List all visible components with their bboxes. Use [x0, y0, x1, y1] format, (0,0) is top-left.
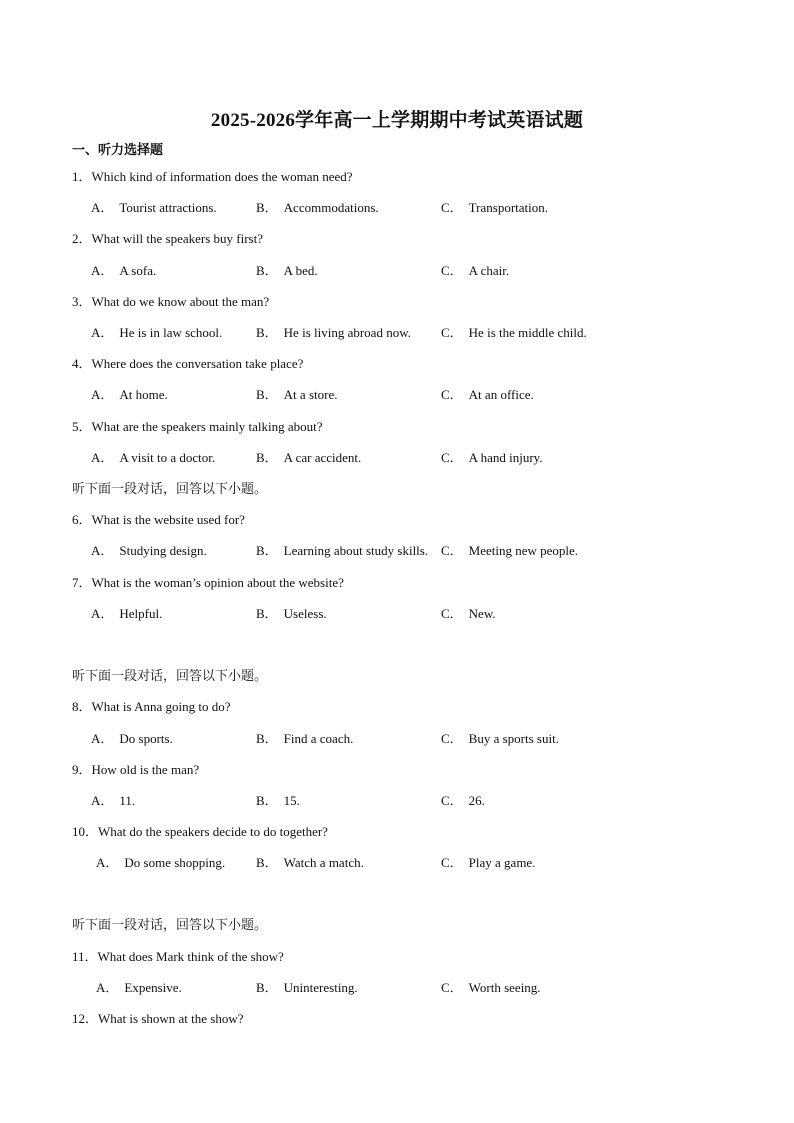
option-a[interactable]: A． A visit to a doctor. — [91, 450, 216, 465]
question-number: 9． — [72, 762, 92, 777]
option-a[interactable]: A． Do some shopping. — [96, 855, 226, 870]
question-number: 5． — [72, 419, 92, 434]
question-number: 8． — [72, 699, 92, 714]
question-4 — [72, 353, 303, 372]
option-b[interactable]: B． A car accident. — [256, 450, 362, 465]
question-text: What do we know about the man? — [91, 294, 270, 309]
option-b[interactable]: B． He is living abroad now. — [256, 325, 411, 340]
option-a[interactable]: A． Studying design. — [91, 543, 207, 558]
option-b[interactable]: B． Learning about study skills. — [256, 543, 429, 558]
question-number: 3． — [72, 294, 92, 309]
option-c[interactable]: C． A hand injury. — [441, 450, 543, 465]
question-number: 2． — [72, 231, 92, 246]
option-c[interactable]: C． Worth seeing. — [441, 980, 541, 995]
option-c[interactable]: C． Transportation. — [441, 200, 548, 215]
section-heading: 一、听力选择题 — [72, 143, 164, 158]
question-text: Which kind of information does the woman need? — [91, 169, 353, 184]
option-c[interactable]: C． 26. — [441, 793, 485, 808]
question-8 — [72, 696, 231, 715]
option-c[interactable]: C． He is the middle child. — [441, 325, 587, 340]
question-12 — [72, 1008, 244, 1027]
question-text: What is the website used for? — [91, 512, 245, 527]
option-c[interactable]: C． A chair. — [441, 263, 510, 278]
option-b[interactable]: B． Accommodations. — [256, 200, 379, 215]
question-number: 10． — [72, 824, 99, 839]
question-text: What will the speakers buy first? — [91, 231, 263, 246]
question-2 — [72, 228, 263, 247]
option-a[interactable]: A． Do sports. — [91, 731, 173, 746]
option-b[interactable]: B． Useless. — [256, 606, 327, 621]
option-c[interactable]: C． Meeting new people. — [441, 543, 579, 558]
question-3 — [72, 291, 269, 310]
option-b[interactable]: B． Find a coach. — [256, 731, 354, 746]
question-number: 6． — [72, 512, 92, 527]
listening-instruction: 听下面一段对话，回答以下小题。 — [72, 482, 268, 497]
option-a[interactable]: A． At home. — [91, 387, 168, 402]
option-a[interactable]: A． A sofa. — [91, 263, 157, 278]
question-5 — [72, 416, 323, 435]
option-a[interactable]: A． 11. — [91, 793, 136, 808]
option-a[interactable]: A． Expensive. — [96, 980, 182, 995]
question-10 — [72, 821, 328, 840]
page-title: 2025-2026学年高一上学期期中考试英语试题 — [210, 110, 584, 131]
option-b[interactable]: B． Uninteresting. — [256, 980, 358, 995]
option-b[interactable]: B． 15. — [256, 793, 300, 808]
question-11 — [72, 946, 284, 965]
option-b[interactable]: B． At a store. — [256, 387, 338, 402]
question-text: What are the speakers mainly talking about? — [91, 419, 323, 434]
option-b[interactable]: B． A bed. — [256, 263, 318, 278]
question-9 — [72, 759, 199, 778]
question-text: Where does the conversation take place? — [91, 356, 304, 371]
question-1 — [72, 166, 353, 185]
question-text: What is the woman’s opinion about the website? — [91, 575, 344, 590]
option-c[interactable]: C． Buy a sports suit. — [441, 731, 559, 746]
question-text: What does Mark think of the show? — [97, 949, 284, 964]
option-a[interactable]: A． Tourist attractions. — [91, 200, 217, 215]
question-number: 1． — [72, 169, 92, 184]
option-a[interactable]: A． He is in law school. — [91, 325, 223, 340]
question-text: What do the speakers decide to do together? — [98, 824, 328, 839]
option-a[interactable]: A． Helpful. — [91, 606, 163, 621]
question-number: 4． — [72, 356, 92, 371]
option-c[interactable]: C． Play a game. — [441, 855, 536, 870]
question-6 — [72, 509, 245, 528]
question-text: How old is the man? — [91, 762, 200, 777]
listening-instruction: 听下面一段对话，回答以下小题。 — [72, 669, 268, 684]
question-7 — [72, 572, 344, 591]
question-text: What is Anna going to do? — [91, 699, 231, 714]
question-number: 11． — [72, 949, 98, 964]
option-c[interactable]: C． New. — [441, 606, 496, 621]
question-number: 7． — [72, 575, 92, 590]
option-b[interactable]: B． Watch a match. — [256, 855, 364, 870]
listening-instruction: 听下面一段对话，回答以下小题。 — [72, 918, 268, 933]
question-number: 12． — [72, 1011, 99, 1026]
option-c[interactable]: C． At an office. — [441, 387, 534, 402]
question-text: What is shown at the show? — [98, 1011, 244, 1026]
